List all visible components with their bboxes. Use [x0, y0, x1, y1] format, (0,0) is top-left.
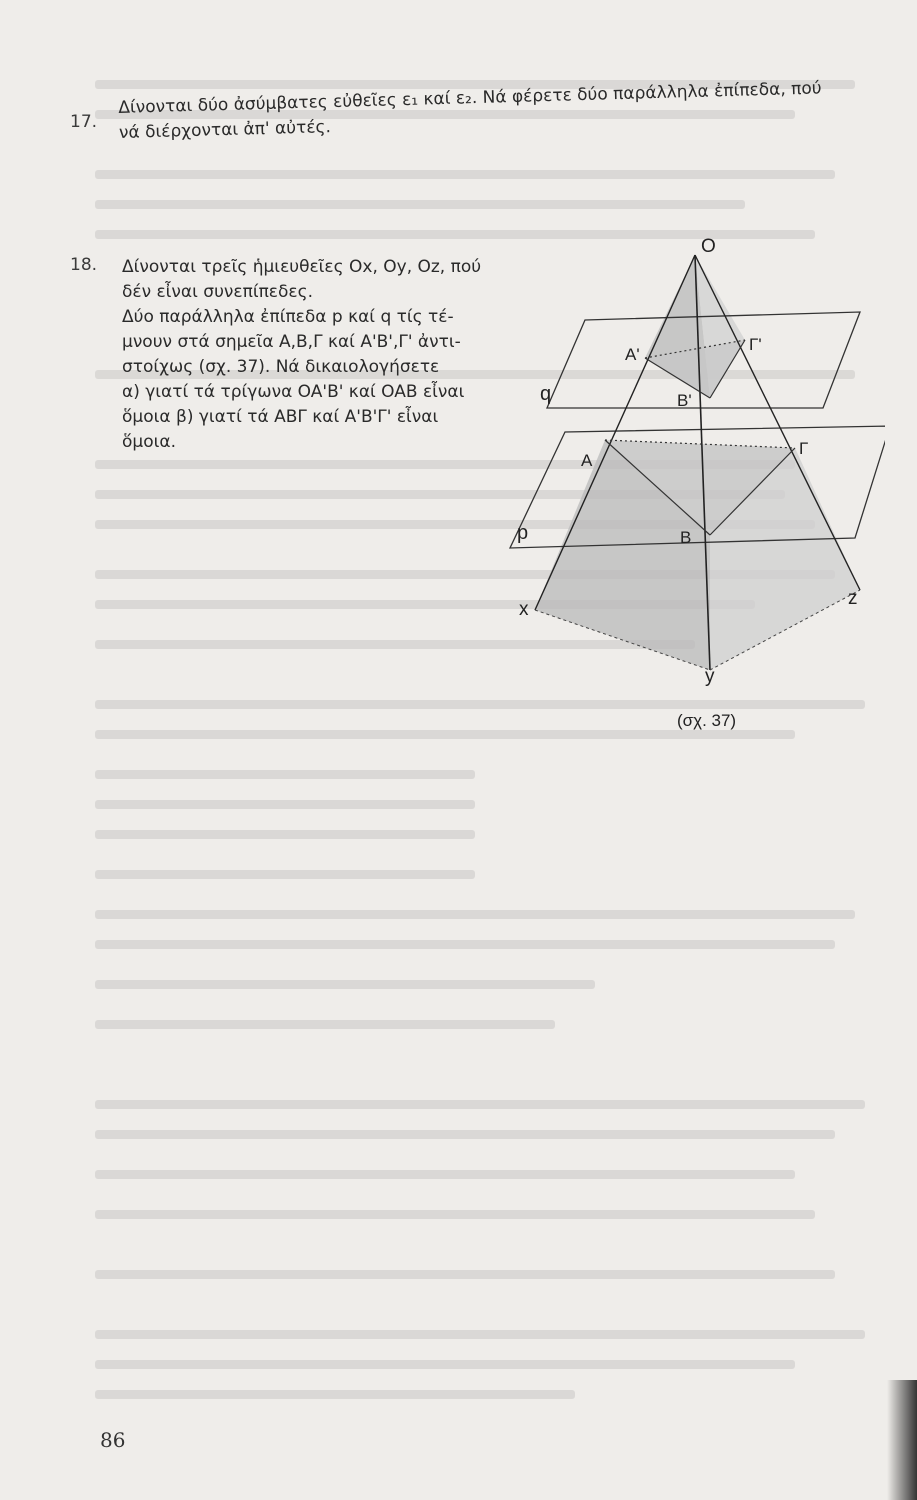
label-g: Γ — [799, 439, 809, 458]
label-z: z — [848, 588, 858, 609]
page-number: 86 — [100, 1428, 126, 1452]
problem-18-line-8: ὅμοια. — [122, 432, 176, 452]
problem-17-line-1: Δίνονται δύο ἀσύμβατες εὐθεῖες ε₁ καί ε₂. Νά φέρετε δύο παράλληλα ἐπίπεδα, πού — [118, 78, 822, 118]
label-q: q — [540, 383, 552, 405]
problem-18 — [122, 255, 517, 455]
label-y: y — [705, 666, 715, 687]
problem-17-number: 17. — [70, 112, 98, 132]
problem-18-line-6: α) γιατί τά τρίγωνα OA'B' καί OAB εἶναι — [122, 382, 465, 402]
problem-18-line-7: ὅμοια β) γιατί τά ABΓ καί A'B'Γ' εἶναι — [122, 407, 439, 427]
problem-18-number: 18. — [70, 255, 98, 275]
problem-17 — [118, 75, 879, 146]
label-x: x — [519, 599, 529, 620]
pyramid-diagram — [505, 230, 885, 740]
label-b-prime: B' — [677, 391, 692, 410]
problem-18-line-4: μνουν στά σημεῖα A,B,Γ καί A'B',Γ' ἀντι- — [122, 332, 461, 352]
problem-18-line-5: στοίχως (σχ. 37). Νά δικαιολογήσετε — [122, 357, 440, 377]
label-a: A — [581, 451, 593, 470]
label-a-prime: A' — [625, 345, 640, 364]
problem-18-line-2: δέν εἶναι συνεπίπεδες. — [122, 282, 313, 302]
figure-caption: (σχ. 37) — [677, 711, 737, 730]
problem-18-line-3: Δύο παράλληλα ἐπίπεδα p καί q τίς τέ- — [122, 307, 454, 327]
problem-18-line-1: Δίνονται τρεῖς ἡμιευθεῖες Ox, Oy, Oz, πού — [122, 257, 482, 277]
figure-37 — [505, 230, 885, 740]
page-edge-shadow — [887, 1380, 917, 1500]
label-p: p — [517, 522, 529, 544]
label-b: B — [680, 528, 692, 547]
label-o: O — [701, 236, 716, 257]
label-g-prime: Γ' — [749, 335, 762, 354]
problem-17-line-2: νά διέρχονται ἀπ' αὐτές. — [118, 117, 332, 143]
